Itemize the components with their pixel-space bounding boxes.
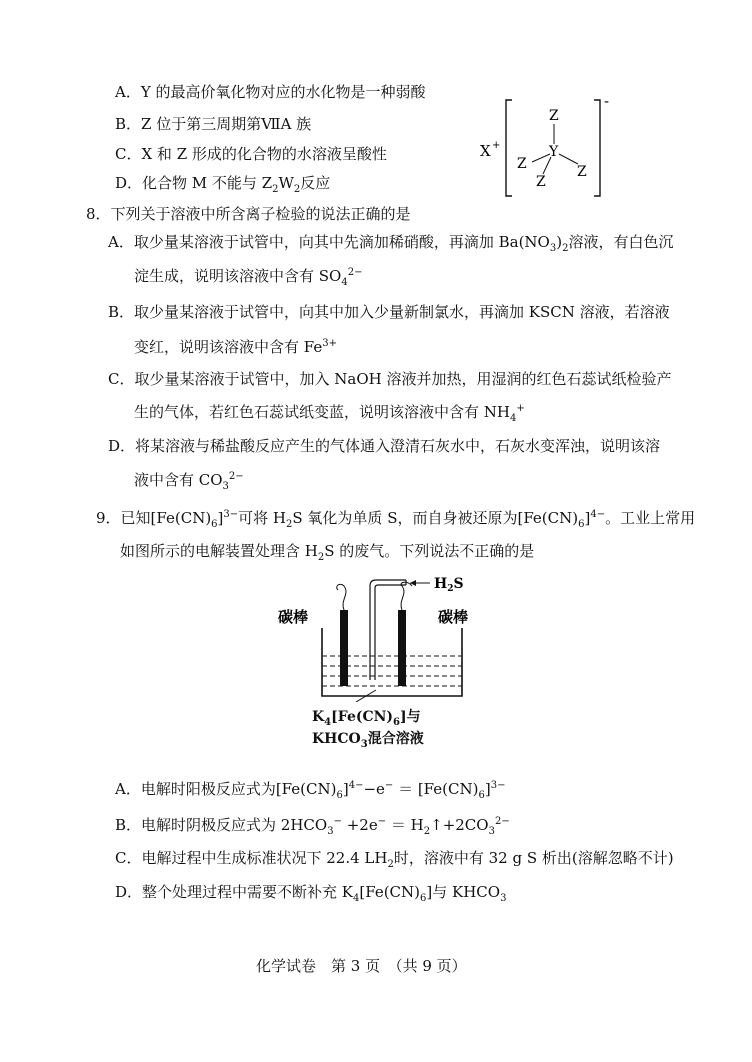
anion-charge: - (604, 92, 610, 110)
atom-z-bottom: Z (536, 174, 546, 190)
left-rod-label: 碳棒 (278, 608, 309, 626)
right-carbon-rod (398, 610, 406, 686)
q9-stem-line2: 如图所示的电解装置处理含 $H_2S$ 的废气。下列说法不正确的是 (120, 542, 535, 563)
q8-option-d-line2: 液中含有 $CO_3^{2-}$ (134, 471, 244, 492)
q7-option-a: A．Y 的最高价氧化物对应的水化物是一种弱酸 (115, 83, 426, 101)
q8-stem: 8．下列关于溶液中所含离子检验的说法正确的是 (86, 205, 411, 223)
q7-option-c: C．X 和 Z 形成的化合物的水溶液呈酸性 (115, 145, 387, 163)
compound-m-structure (470, 92, 630, 204)
q9-option-b: B．电解时阴极反应式为 $2HCO_3^- +2e^-$ ＝ $H_2↑+2CO_3^{2-}$ (115, 816, 510, 837)
q9-option-a: A．电解时阳极反应式为$[Fe(CN)_6]^{4-}-e^- = [Fe(CN)_6]^{3-}$ (115, 780, 506, 801)
right-rod-label: 碳棒 (438, 608, 469, 626)
solution-label-line2: $KHCO_3$混合溶液 (312, 731, 424, 750)
q8-option-b-line2: 变红，说明该溶液中含有 $Fe^{3+}$ (134, 338, 337, 356)
q8-option-b-line1: B．取少量某溶液于试管中，向其中加入少量新制氯水，再滴加 KSCN 溶液，若溶液 (108, 303, 670, 321)
q7-option-b: B．Z 位于第三周期第ⅦA 族 (115, 115, 312, 133)
q8-option-c-line2: 生的气体，若红色石蕊试纸变蓝，说明该溶液中含有 $NH_4^+$ (134, 403, 525, 424)
q8-option-a-line2: 淀生成，说明该溶液中含有 $SO_4^{2-}$ (134, 267, 363, 288)
q8-option-a-line1: A．取少量某溶液于试管中，向其中先滴加稀硝酸，再滴加 $Ba(NO_3)_2$溶液，有白色沉 (108, 233, 674, 254)
cation-x: X (480, 142, 491, 160)
gas-label: $H_2S$ (434, 576, 464, 594)
q8-option-d-line1: D．将某溶液与稀盐酸反应产生的气体通入澄清石灰水中，石灰水变浑浊，说明该溶 (108, 437, 661, 455)
left-carbon-rod (340, 610, 348, 686)
q9-option-d: D．整个处理过程中需要不断补充 $K_4[Fe(CN)_6]$与 $KHCO_3$ (115, 883, 507, 904)
q8-option-c-line1: C．取少量某溶液于试管中，加入 NaOH 溶液并加热，用湿润的红色石蕊试纸检验产 (108, 370, 672, 388)
q9-option-c: C．电解过程中生成标准状况下 22.4 $LH_2$时，溶液中有 32 g S 析出(溶解忽略不计) (115, 849, 674, 870)
electrolysis-apparatus (270, 570, 490, 702)
q7-option-d: D．化合物 M 不能与 $Z_2W_2$反应 (115, 174, 331, 195)
page-footer: 化学试卷 第 3 页 （共 9 页） (256, 957, 467, 975)
atom-y: Y (549, 144, 559, 160)
solution-label-line1: $K_4[Fe(CN)_6]$与 (312, 709, 421, 728)
cation-plus: + (492, 140, 501, 151)
q9-stem-line1: 9．已知$[Fe(CN)_6]^{3-}$可将 $H_2S$ 氧化为单质 S，而自身被还原为$[Fe(CN)_6]^{4-}$。工业上常用 (96, 509, 696, 530)
atom-z-left: Z (517, 156, 527, 172)
atom-z-right: Z (577, 164, 587, 180)
atom-z-top: Z (549, 108, 559, 124)
